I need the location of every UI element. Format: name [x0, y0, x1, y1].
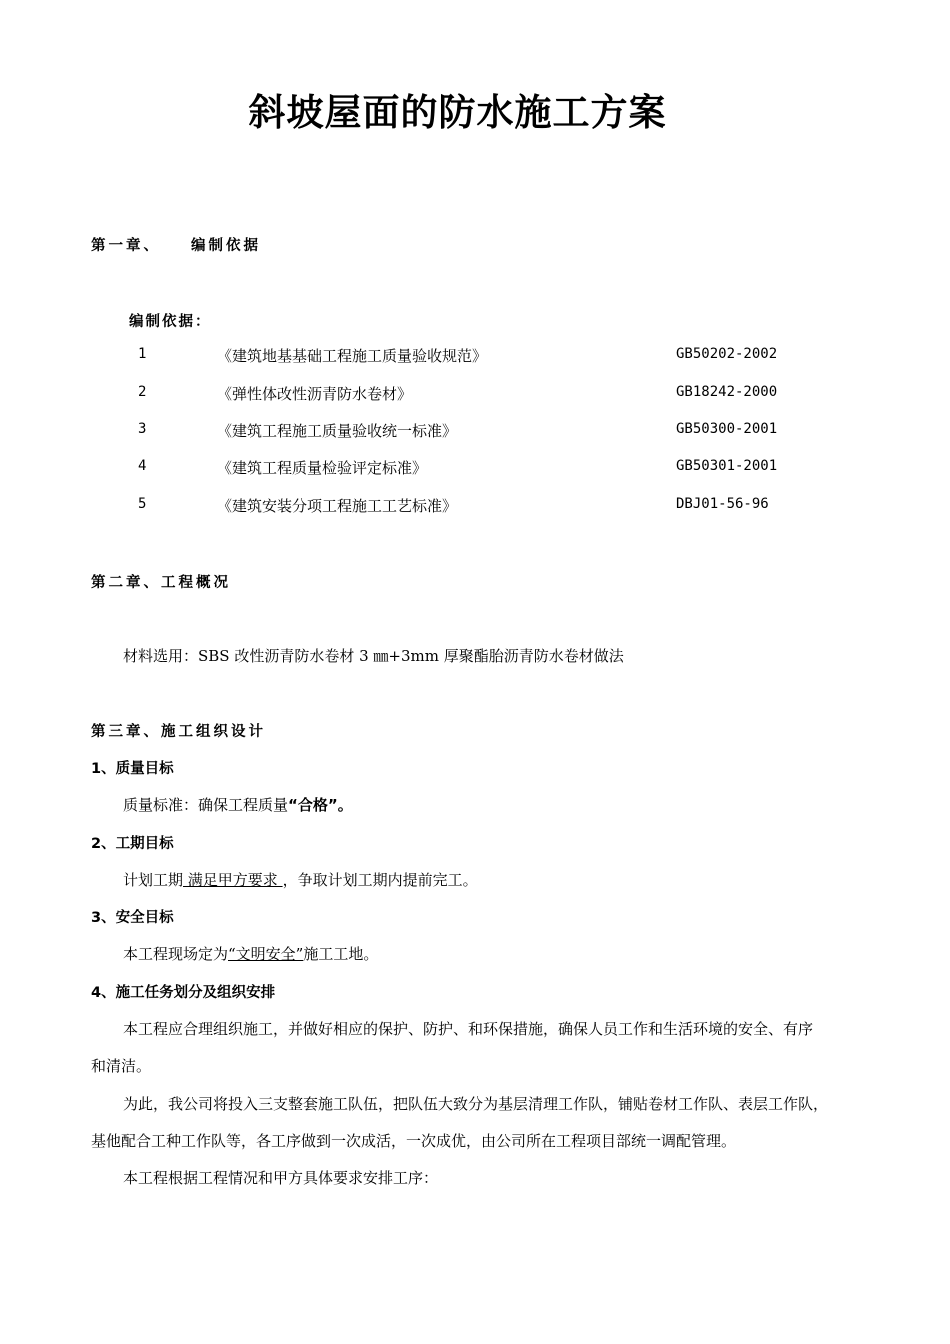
- ref-num: 3: [138, 421, 147, 437]
- chapter-1-title: 编制依据: [191, 238, 261, 254]
- ref-name: 《弹性体改性沥青防水卷材》: [217, 385, 413, 403]
- ref-code: GB50300-2001: [676, 421, 778, 437]
- section-3-title: 3、安全目标: [91, 910, 174, 926]
- schedule-value: 满足甲方要求: [183, 871, 283, 889]
- paragraph-3: 本工程根据工程情况和甲方具体要求安排工序：: [123, 1169, 439, 1187]
- chapter-2-title: 第二章、工程概况: [91, 575, 231, 591]
- section-4-title: 4、施工任务划分及组织安排: [91, 985, 276, 1001]
- quality-standard: [123, 794, 353, 815]
- schedule-text: 计划工期: [123, 871, 184, 889]
- section-1-title: 1、质量目标: [91, 761, 174, 777]
- paragraph-1-line-2: 和清洁。: [91, 1057, 152, 1075]
- quality-standard-value: “合格”。: [288, 796, 353, 814]
- material-text: 材料选用：SBS 改性沥青防水卷材 3 ㎜+3mm 厚聚酯胎沥青防水卷材做法: [123, 647, 624, 665]
- quality-standard-text: 质量标准：确保工程质量: [123, 796, 289, 814]
- ref-num: 4: [138, 458, 147, 474]
- safety-text: 本工程现场定为: [123, 945, 229, 963]
- chapter-1-label: 第一章、: [91, 238, 161, 254]
- section-2-title: 2、工期目标: [91, 836, 174, 852]
- document-title: 斜坡屋面的防水施工方案: [248, 91, 667, 134]
- paragraph-2-line-2: 基他配合工种工作队等，各工序做到一次成活，一次成优，由公司所在工程项目部统一调配管理。: [91, 1132, 737, 1150]
- safety-target: [123, 943, 378, 964]
- ref-code: DBJ01-56-96: [676, 496, 769, 512]
- ref-num: 2: [138, 384, 147, 400]
- safety-value: “文明安全”: [228, 945, 304, 963]
- safety-suffix: 施工工地。: [303, 945, 379, 963]
- ref-name: 《建筑安装分项工程施工工艺标准》: [217, 497, 458, 515]
- ref-code: GB50202-2002: [676, 346, 778, 362]
- basis-label: 编制依据：: [129, 314, 212, 330]
- ref-name: 《建筑工程施工质量验收统一标准》: [217, 422, 458, 440]
- ref-num: 5: [138, 496, 147, 512]
- schedule-suffix: ，争取计划工期内提前完工。: [282, 871, 478, 889]
- schedule-target: [123, 869, 478, 890]
- ref-num: 1: [138, 346, 147, 362]
- chapter-3-title: 第三章、施工组织设计: [91, 724, 266, 740]
- ref-code: GB50301-2001: [676, 458, 778, 474]
- ref-name: 《建筑工程质量检验评定标准》: [217, 459, 428, 477]
- ref-name: 《建筑地基基础工程施工质量验收规范》: [217, 347, 488, 365]
- paragraph-1-line-1: 本工程应合理组织施工，并做好相应的保护、防护、和环保措施，确保人员工作和生活环境的安全、有序: [123, 1020, 814, 1038]
- ref-code: GB18242-2000: [676, 384, 778, 400]
- paragraph-2-line-1: 为此，我公司将投入三支整套施工队伍，把队伍大致分为基层清理工作队，铺贴卷材工作队、表层工作队，: [123, 1095, 829, 1113]
